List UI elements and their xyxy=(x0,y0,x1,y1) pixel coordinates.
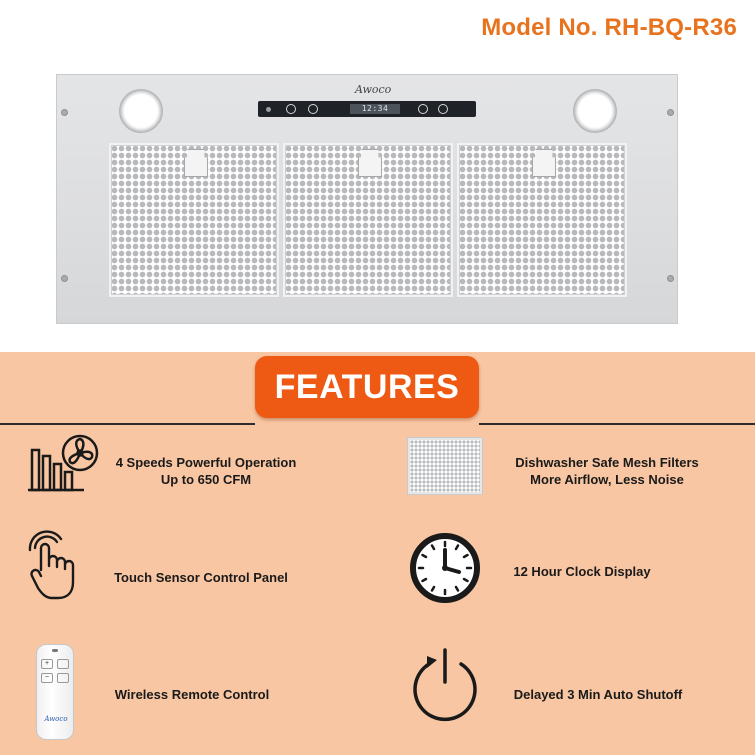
remote-power-button xyxy=(57,673,69,683)
led-light-left xyxy=(119,89,163,133)
feature-line: Delayed 3 Min Auto Shutoff xyxy=(513,687,683,702)
screw xyxy=(61,275,68,282)
filter-handle xyxy=(184,149,208,177)
mesh-filter-icon xyxy=(408,438,482,494)
power-button[interactable] xyxy=(286,104,296,114)
model-number: Model No. RH-BQ-R36 xyxy=(481,14,737,41)
clock-display: 12:34 xyxy=(350,104,400,114)
clock-icon xyxy=(409,532,481,604)
remote-light-button xyxy=(57,659,69,669)
feature-clock xyxy=(498,563,666,580)
control-panel xyxy=(258,101,476,117)
indicator-dot xyxy=(266,107,271,112)
touch-hand-icon xyxy=(28,530,80,600)
fan-speed-icon xyxy=(28,434,100,492)
led-light-right xyxy=(573,89,617,133)
mesh-filter-left xyxy=(109,143,279,297)
mesh-filter-right xyxy=(457,143,627,297)
feature-line: Touch Sensor Control Panel xyxy=(114,570,288,585)
divider-left xyxy=(0,423,255,425)
screw xyxy=(667,275,674,282)
mesh-filter-center xyxy=(283,143,453,297)
remote-brand-logo: Awoco xyxy=(44,715,68,723)
feature-line: Up to 650 CFM xyxy=(160,472,252,487)
features-section xyxy=(0,352,755,755)
filter-handle xyxy=(358,149,382,177)
power-icon xyxy=(409,646,481,724)
feature-line: 12 Hour Clock Display xyxy=(513,564,651,579)
features-title: FEATURES xyxy=(255,356,479,418)
screw xyxy=(667,109,674,116)
speed-up-button[interactable] xyxy=(438,104,448,114)
divider-right xyxy=(479,423,755,425)
feature-auto-shutoff xyxy=(498,686,698,703)
feature-line: Dishwasher Safe Mesh Filters xyxy=(515,455,699,470)
feature-speeds xyxy=(100,454,312,488)
feature-line: Wireless Remote Control xyxy=(114,687,270,702)
screw xyxy=(61,109,68,116)
remote-control-icon xyxy=(36,644,74,740)
remote-led xyxy=(52,649,58,652)
filter-handle xyxy=(532,149,556,177)
remote-plus-button: + xyxy=(41,659,53,669)
feature-remote xyxy=(100,686,284,703)
feature-line: 4 Speeds Powerful Operation xyxy=(115,455,297,470)
feature-filters xyxy=(498,454,716,488)
light-button[interactable] xyxy=(308,104,318,114)
brand-logo: Awoco xyxy=(355,83,392,96)
speed-down-button[interactable] xyxy=(418,104,428,114)
product-section xyxy=(0,0,755,352)
remote-minus-button: − xyxy=(41,673,53,683)
feature-touch-panel xyxy=(100,569,302,586)
feature-line: More Airflow, Less Noise xyxy=(530,472,684,487)
range-hood-image xyxy=(56,74,678,324)
